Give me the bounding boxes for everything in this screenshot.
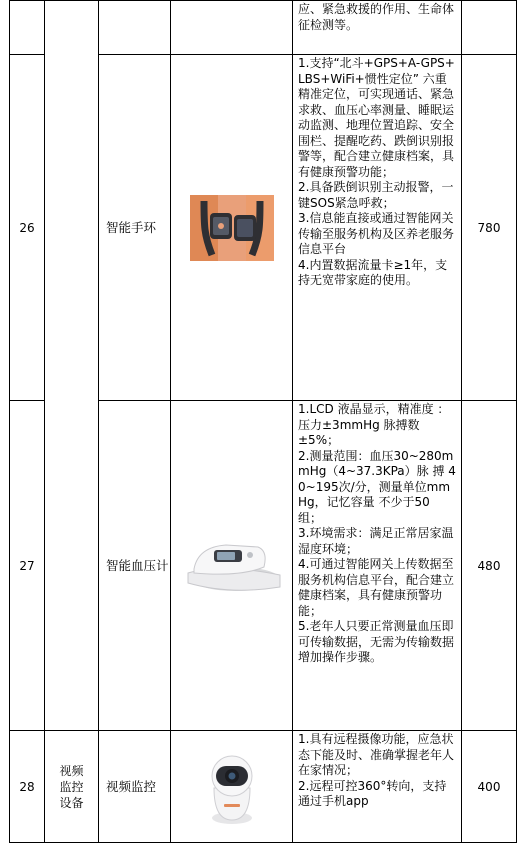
spec-line: 4.可通过智能网关上传数据至服务机构信息平台，配合建立健康档案，具有健康预警功能； [298,557,455,618]
row-number-cell: 27 [10,401,45,731]
spec-desc-cell [293,55,462,401]
spec-desc-cell [293,401,462,731]
price-cell [462,1,517,55]
equipment-spec-table [9,0,517,843]
row-number-cell: 26 [10,55,45,401]
spec-line: 1.支持“北斗+GPS+A-GPS+LBS+WiFi+惯性定位” 六重精准定位，可实现通话、紧急求救、血压心率测量、睡眠运动监测、地理位置追踪、安全围栏、提醒吃药、跌倒识别报警等，配合建立健康档案，具有健康预警功能； [298,56,455,179]
blood-pressure-monitor-icon [180,533,284,599]
product-image-cell [171,1,293,55]
spec-desc-cell [293,731,462,843]
product-image-cell [171,401,293,731]
spec-line: 2.远程可控360°转向，支持通过手机app [298,778,447,808]
spec-desc-cell [293,1,462,55]
spec-line: 1.具有远程摄像功能，应急状态下能及时、准确掌握老年人在家情况； [298,732,455,777]
security-camera-icon [202,748,262,826]
price-cell: 780 [462,55,517,401]
spec-line: 4.内置数据流量卡≥1年，支持无宽带家庭的使用。 [298,257,448,287]
category-cell [45,1,99,731]
spec-line: 2.测量范围：血压30~280mmHg（4~37.3KPa）脉 搏 40~195次/分，测量单位mmHg，记忆容量 不少于50 组； [298,448,456,525]
price-cell: 400 [462,731,517,843]
spec-line: 应、紧急救援的作用、生命体征检测等。 [298,2,455,32]
product-image-cell [171,55,293,401]
product-name-cell: 视频监控 [99,731,171,843]
category-cell: 视频监控设备 [45,731,99,843]
spec-line: 3.环境需求：满足正常居家温湿度环境； [298,526,454,556]
spec-line: 3.信息能直接或通过智能网关传输至服务机构及区养老服务信息平台 [298,211,455,256]
product-image-cell [171,731,293,843]
product-name-cell: 智能手环 [99,55,171,401]
spec-line: 1.LCD 液晶显示，精准度 ：压力±3mmHg 脉搏数±5%； [298,402,450,447]
row-number-cell [10,1,45,55]
product-name-cell [99,1,171,55]
spec-line: 2.具备跌倒识别主动报警，一键SOS紧急呼救； [298,180,454,210]
product-name-cell: 智能血压计 [99,401,171,731]
spec-line: 5.老年人只要正常测量血压即可传输数据，无需为传输数据增加操作步骤。 [298,619,455,664]
table-row-continued [10,1,517,55]
smart-watch-icon [190,195,274,261]
row-number-cell: 28 [10,731,45,843]
table-row-28 [10,731,517,843]
price-cell: 480 [462,401,517,731]
